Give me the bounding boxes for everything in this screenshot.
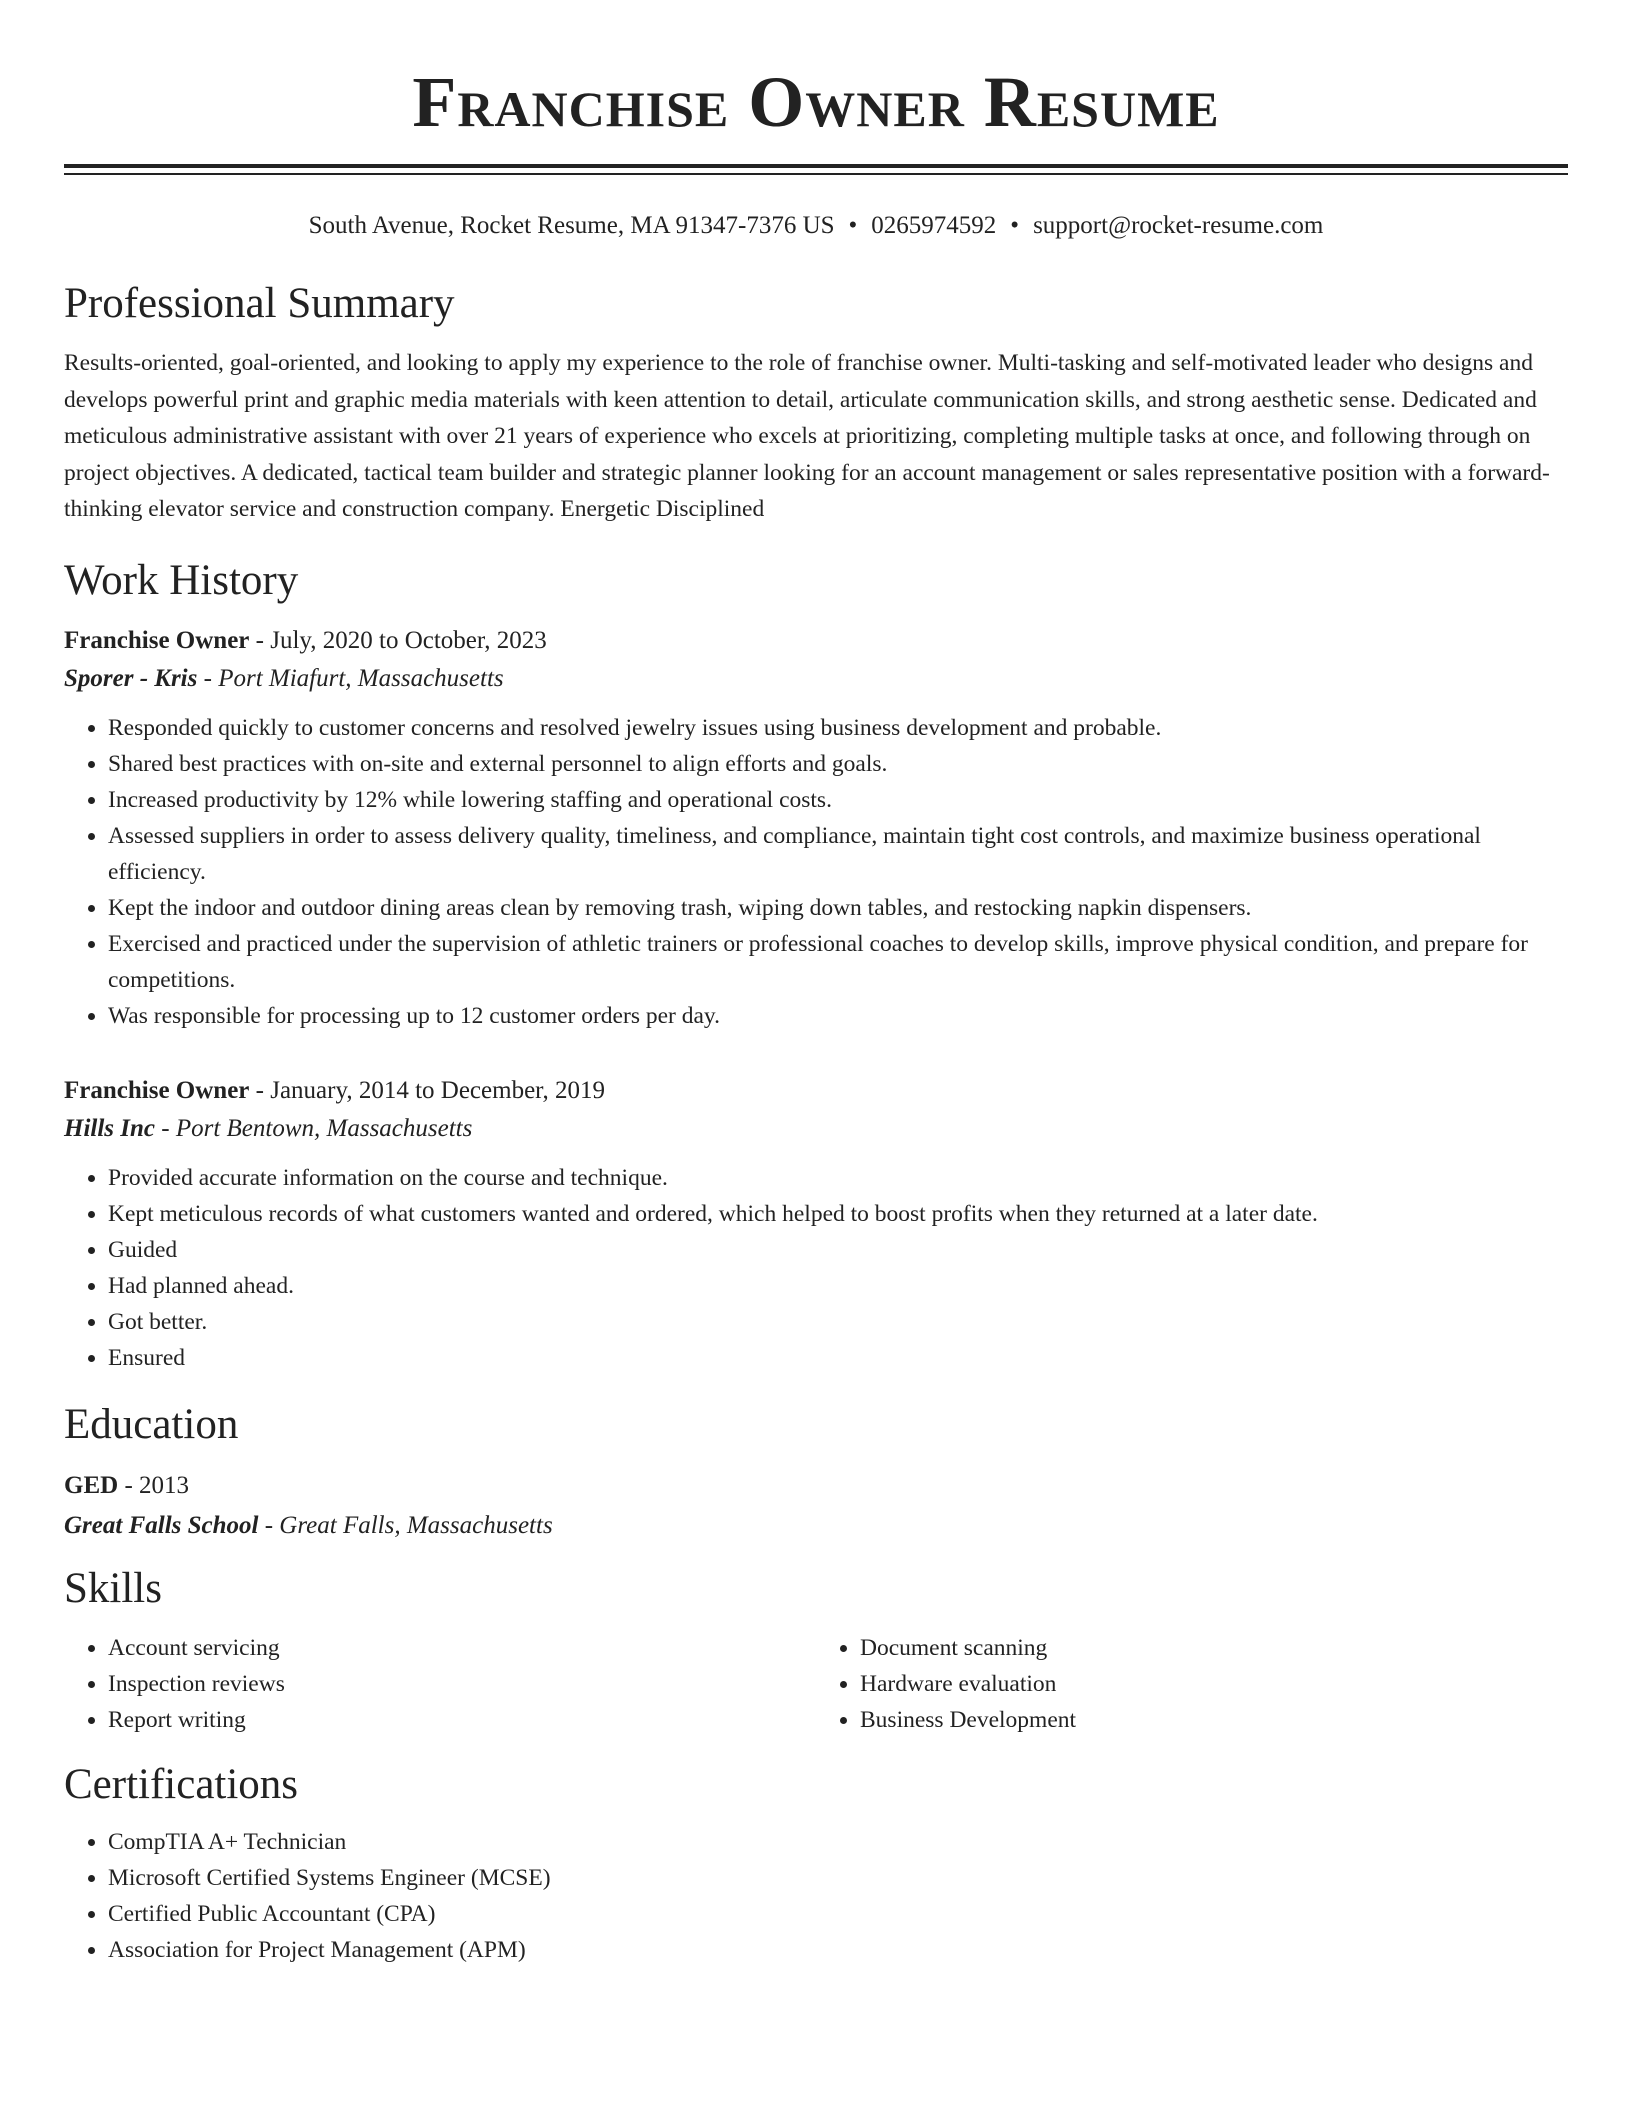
contact-email: support@rocket-resume.com: [1033, 212, 1324, 239]
certification-item: • CompTIA A+ Technician: [108, 1824, 1568, 1860]
job-bullet: • Responded quickly to customer concerns and resolved jewelry issues using business development and probable.: [108, 710, 1568, 746]
contact-line: [64, 209, 1568, 243]
certification-item: • Microsoft Certified Systems Engineer (MCSE): [108, 1860, 1568, 1896]
skills-column-right: [816, 1630, 1568, 1738]
job-entry: [64, 622, 1568, 1034]
certifications-heading: Certifications: [64, 1760, 299, 1808]
job-employer: [64, 660, 1568, 698]
certification-item: • Association for Project Management (APM): [108, 1932, 1568, 1968]
title-divider-thick: [64, 164, 1568, 168]
job-bullet: • Increased productivity by 12% while lowering staffing and operational costs.: [108, 782, 1568, 818]
job-bullet: • Shared best practices with on-site and external personnel to align efforts and goals.: [108, 746, 1568, 782]
job-bullet: • Kept the indoor and outdoor dining areas clean by removing trash, wiping down tables, and restocking napkin dispensers.: [108, 890, 1568, 926]
certifications-list: [64, 1824, 1568, 1968]
skills-column-left: [64, 1630, 816, 1738]
job-location: - Port Bentown, Massachusetts: [155, 1114, 473, 1142]
job-header: [64, 1072, 1568, 1110]
job-company: Hills Inc: [64, 1114, 155, 1142]
education-heading: Education: [64, 1400, 239, 1448]
job-dates: - July, 2020 to October, 2023: [249, 626, 547, 654]
job-bullet: • Kept meticulous records of what customers wanted and ordered, which helped to boost profits when they returned at a later date.: [108, 1196, 1568, 1232]
job-dates: - January, 2014 to December, 2019: [249, 1076, 605, 1104]
job-location: - Port Miafurt, Massachusetts: [197, 664, 504, 692]
job-bullet: • Provided accurate information on the course and technique.: [108, 1160, 1568, 1196]
job-employer: [64, 1110, 1568, 1148]
work-history-heading: Work History: [64, 556, 299, 604]
job-company: Sporer - Kris: [64, 664, 198, 692]
education-header: [64, 1466, 1568, 1506]
skill-item: • Document scanning: [860, 1630, 1568, 1666]
job-header: [64, 622, 1568, 660]
job-bullet: • Ensured: [108, 1340, 1568, 1376]
contact-address: South Avenue, Rocket Resume, MA 91347-7376 US: [308, 212, 835, 239]
education-year: - 2013: [118, 1471, 190, 1499]
contact-separator: •: [1010, 212, 1020, 239]
summary-text: Results-oriented, goal-oriented, and looking to apply my experience to the role of franchise owner. Multi-tasking and self-motivated leader who designs and develops powerful print and graphic media materials with keen attention to detail, articulate communication skills, and strong aesthetic sense. Dedicated and meticulous administrative assistant with over 21 years of experience who excels at prioritizing, completing multiple tasks at once, and following through on project objectives. A dedicated, tactical team builder and strategic planner looking for an account management or sales representative position with a forward-thinking elevator service and construction company. Energetic Disciplined: [64, 350, 1550, 522]
skill-item: • Report writing: [108, 1702, 816, 1738]
job-title: Franchise Owner: [64, 1076, 250, 1104]
job-bullets: [64, 710, 1568, 1034]
education-degree: GED: [64, 1471, 119, 1499]
job-bullet: • Exercised and practiced under the supervision of athletic trainers or professional coaches to develop skills, improve physical condition, and prepare for competitions.: [108, 926, 1568, 998]
contact-separator: •: [848, 212, 858, 239]
resume-title: Franchise Owner Resume: [412, 62, 1220, 142]
education-school-line: [64, 1506, 1568, 1546]
contact-phone: 0265974592: [871, 212, 997, 239]
skill-item: • Hardware evaluation: [860, 1666, 1568, 1702]
job-entry: [64, 1072, 1568, 1376]
job-bullet: • Was responsible for processing up to 12 customer orders per day.: [108, 998, 1568, 1034]
job-bullet: • Guided: [108, 1232, 1568, 1268]
job-bullet: • Had planned ahead.: [108, 1268, 1568, 1304]
education-entry: [64, 1466, 1568, 1546]
job-bullet: • Assessed suppliers in order to assess delivery quality, timeliness, and compliance, maintain tight cost controls, and maximize business operational efficiency.: [108, 818, 1568, 890]
education-location: - Great Falls, Massachusetts: [258, 1511, 553, 1539]
job-bullet: • Got better.: [108, 1304, 1568, 1340]
certification-item: • Certified Public Accountant (CPA): [108, 1896, 1568, 1932]
skill-item: • Inspection reviews: [108, 1666, 816, 1702]
summary-heading: Professional Summary: [64, 280, 455, 327]
skills-grid: [64, 1630, 1568, 1738]
job-bullets: [64, 1160, 1568, 1376]
job-title: Franchise Owner: [64, 626, 250, 654]
title-divider-thin: [64, 173, 1568, 175]
skill-item: • Business Development: [860, 1702, 1568, 1738]
skills-heading: Skills: [64, 1564, 162, 1612]
skill-item: • Account servicing: [108, 1630, 816, 1666]
education-school: Great Falls School: [64, 1511, 259, 1539]
